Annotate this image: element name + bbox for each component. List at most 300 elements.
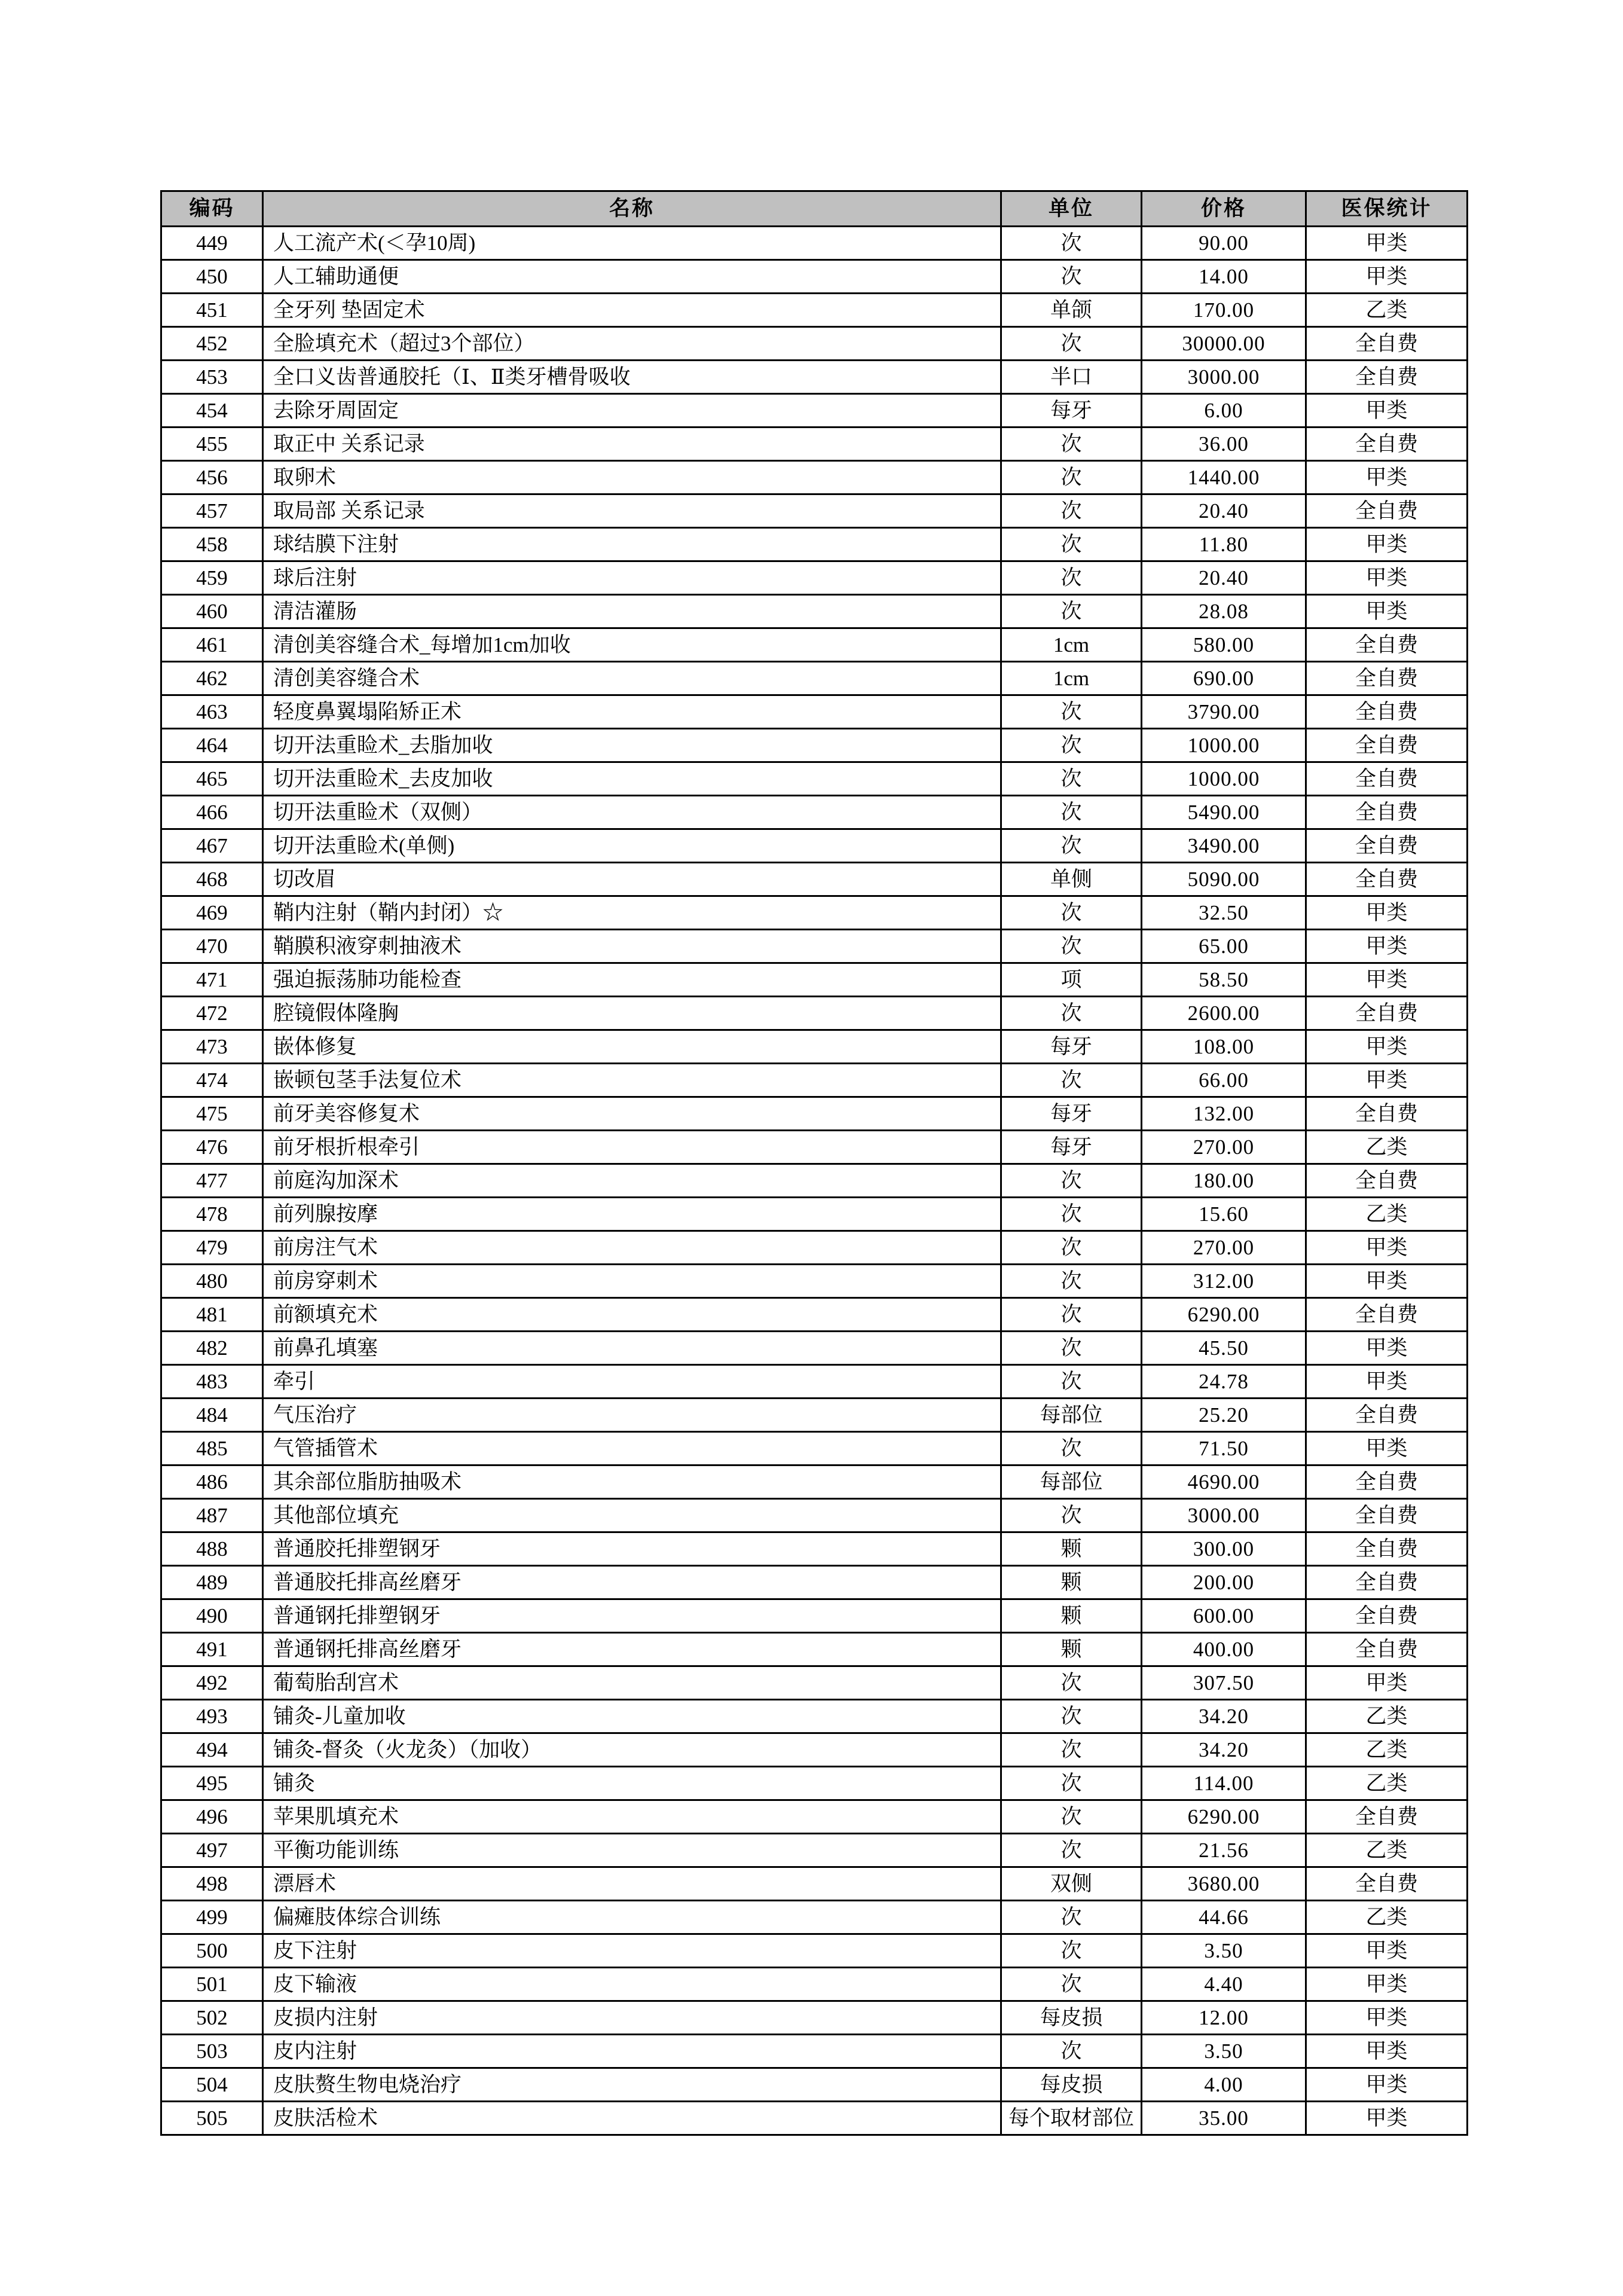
row-insurance: 全自费 — [1306, 695, 1468, 729]
row-unit: 次 — [1001, 695, 1142, 729]
row-insurance: 全自费 — [1306, 1097, 1468, 1131]
row-insurance: 全自费 — [1306, 1532, 1468, 1566]
table-row — [161, 1633, 1468, 1666]
row-code: 480 — [161, 1265, 263, 1298]
table-row — [161, 361, 1468, 394]
row-price: 20.40 — [1142, 561, 1306, 595]
row-insurance: 乙类 — [1306, 1834, 1468, 1867]
table-row — [161, 394, 1468, 428]
row-price: 66.00 — [1142, 1064, 1306, 1097]
table-row — [161, 896, 1468, 930]
row-name: 前牙根折根牵引 — [263, 1131, 1001, 1164]
row-code: 459 — [161, 561, 263, 595]
row-unit: 每皮损 — [1001, 2001, 1142, 2035]
row-name: 普通胶托排高丝磨牙 — [263, 1566, 1001, 1599]
row-code: 482 — [161, 1332, 263, 1365]
row-price: 5090.00 — [1142, 863, 1306, 896]
row-unit: 次 — [1001, 729, 1142, 762]
row-code: 465 — [161, 762, 263, 796]
row-price: 690.00 — [1142, 662, 1306, 695]
row-name: 全脸填充术（超过3个部位） — [263, 327, 1001, 361]
table-row — [161, 1198, 1468, 1231]
row-price: 30000.00 — [1142, 327, 1306, 361]
row-price: 580.00 — [1142, 628, 1306, 662]
table-row — [161, 1733, 1468, 1767]
row-price: 3490.00 — [1142, 829, 1306, 863]
table-row — [161, 1666, 1468, 1700]
row-unit: 次 — [1001, 762, 1142, 796]
row-unit: 项 — [1001, 963, 1142, 997]
row-unit: 次 — [1001, 227, 1142, 260]
row-unit: 颗 — [1001, 1532, 1142, 1566]
row-price: 12.00 — [1142, 2001, 1306, 2035]
row-insurance: 甲类 — [1306, 227, 1468, 260]
row-insurance: 甲类 — [1306, 896, 1468, 930]
table-row — [161, 528, 1468, 561]
row-unit: 次 — [1001, 896, 1142, 930]
row-price: 108.00 — [1142, 1030, 1306, 1064]
row-unit: 次 — [1001, 997, 1142, 1030]
table-row — [161, 2102, 1468, 2135]
row-code: 483 — [161, 1365, 263, 1399]
row-insurance: 甲类 — [1306, 595, 1468, 628]
row-unit: 次 — [1001, 1265, 1142, 1298]
row-name: 皮下注射 — [263, 1934, 1001, 1968]
row-name: 人工流产术(＜孕10周) — [263, 227, 1001, 260]
row-insurance: 甲类 — [1306, 963, 1468, 997]
row-unit: 每个取材部位 — [1001, 2102, 1142, 2135]
row-price: 3.50 — [1142, 2035, 1306, 2068]
row-insurance: 乙类 — [1306, 1767, 1468, 1800]
row-price: 1000.00 — [1142, 762, 1306, 796]
table-row — [161, 1867, 1468, 1901]
table-row — [161, 997, 1468, 1030]
row-price: 3000.00 — [1142, 361, 1306, 394]
row-name: 皮肤活检术 — [263, 2102, 1001, 2135]
row-unit: 次 — [1001, 1164, 1142, 1198]
row-code: 464 — [161, 729, 263, 762]
row-name: 人工辅助通便 — [263, 260, 1001, 294]
row-price: 3680.00 — [1142, 1867, 1306, 1901]
table-row — [161, 2035, 1468, 2068]
table-row — [161, 1298, 1468, 1332]
row-price: 21.56 — [1142, 1834, 1306, 1867]
row-unit: 次 — [1001, 1834, 1142, 1867]
row-unit: 次 — [1001, 2035, 1142, 2068]
row-code: 492 — [161, 1666, 263, 1700]
row-code: 462 — [161, 662, 263, 695]
row-insurance: 全自费 — [1306, 1800, 1468, 1834]
row-unit: 1cm — [1001, 662, 1142, 695]
row-price: 5490.00 — [1142, 796, 1306, 829]
row-name: 清创美容缝合术_每增加1cm加收 — [263, 628, 1001, 662]
row-price: 34.20 — [1142, 1700, 1306, 1733]
row-unit: 次 — [1001, 1198, 1142, 1231]
row-unit: 每牙 — [1001, 394, 1142, 428]
row-code: 504 — [161, 2068, 263, 2102]
row-insurance: 全自费 — [1306, 494, 1468, 528]
row-insurance: 甲类 — [1306, 1365, 1468, 1399]
row-name: 轻度鼻翼塌陷矫正术 — [263, 695, 1001, 729]
row-name: 气管插管术 — [263, 1432, 1001, 1465]
column-header-price: 价格 — [1142, 191, 1306, 227]
row-name: 铺灸-督灸（火龙灸）（加收） — [263, 1733, 1001, 1767]
row-code: 501 — [161, 1968, 263, 2001]
row-price: 132.00 — [1142, 1097, 1306, 1131]
row-name: 铺灸-儿童加收 — [263, 1700, 1001, 1733]
table-row — [161, 1499, 1468, 1532]
row-insurance: 全自费 — [1306, 327, 1468, 361]
row-name: 取卵术 — [263, 461, 1001, 494]
row-price: 1440.00 — [1142, 461, 1306, 494]
row-insurance: 乙类 — [1306, 1198, 1468, 1231]
row-price: 1000.00 — [1142, 729, 1306, 762]
table-row — [161, 1265, 1468, 1298]
row-code: 470 — [161, 930, 263, 963]
row-name: 前鼻孔填塞 — [263, 1332, 1001, 1365]
row-unit: 半口 — [1001, 361, 1142, 394]
row-unit: 次 — [1001, 260, 1142, 294]
column-header-unit: 单位 — [1001, 191, 1142, 227]
row-code: 502 — [161, 2001, 263, 2035]
row-code: 494 — [161, 1733, 263, 1767]
row-code: 461 — [161, 628, 263, 662]
table-row — [161, 662, 1468, 695]
row-code: 496 — [161, 1800, 263, 1834]
row-name: 前房注气术 — [263, 1231, 1001, 1265]
row-price: 14.00 — [1142, 260, 1306, 294]
column-header-code: 编码 — [161, 191, 263, 227]
row-unit: 单颌 — [1001, 294, 1142, 327]
row-unit: 次 — [1001, 1064, 1142, 1097]
row-name: 平衡功能训练 — [263, 1834, 1001, 1867]
table-row — [161, 1599, 1468, 1633]
row-code: 495 — [161, 1767, 263, 1800]
row-price: 3000.00 — [1142, 1499, 1306, 1532]
row-name: 皮肤赘生物电烧治疗 — [263, 2068, 1001, 2102]
row-code: 505 — [161, 2102, 263, 2135]
table-row — [161, 1231, 1468, 1265]
row-unit: 每部位 — [1001, 1465, 1142, 1499]
row-insurance: 甲类 — [1306, 1332, 1468, 1365]
row-name: 普通钢托排高丝磨牙 — [263, 1633, 1001, 1666]
row-code: 491 — [161, 1633, 263, 1666]
row-insurance: 甲类 — [1306, 561, 1468, 595]
row-price: 300.00 — [1142, 1532, 1306, 1566]
row-name: 普通胶托排塑钢牙 — [263, 1532, 1001, 1566]
row-price: 270.00 — [1142, 1131, 1306, 1164]
row-name: 嵌体修复 — [263, 1030, 1001, 1064]
row-unit: 次 — [1001, 1499, 1142, 1532]
row-unit: 次 — [1001, 1432, 1142, 1465]
row-code: 455 — [161, 428, 263, 461]
row-unit: 双侧 — [1001, 1867, 1142, 1901]
table-row — [161, 1934, 1468, 1968]
row-unit: 次 — [1001, 1901, 1142, 1934]
row-price: 3.50 — [1142, 1934, 1306, 1968]
row-insurance: 甲类 — [1306, 2001, 1468, 2035]
row-insurance: 全自费 — [1306, 729, 1468, 762]
table-row — [161, 327, 1468, 361]
row-name: 葡萄胎刮宫术 — [263, 1666, 1001, 1700]
row-price: 270.00 — [1142, 1231, 1306, 1265]
row-code: 490 — [161, 1599, 263, 1633]
row-price: 58.50 — [1142, 963, 1306, 997]
row-unit: 次 — [1001, 327, 1142, 361]
row-unit: 次 — [1001, 1332, 1142, 1365]
row-insurance: 甲类 — [1306, 1666, 1468, 1700]
row-insurance: 全自费 — [1306, 1633, 1468, 1666]
table-row — [161, 2001, 1468, 2035]
row-price: 20.40 — [1142, 494, 1306, 528]
row-unit: 次 — [1001, 930, 1142, 963]
row-code: 450 — [161, 260, 263, 294]
row-code: 487 — [161, 1499, 263, 1532]
row-unit: 颗 — [1001, 1633, 1142, 1666]
row-insurance: 全自费 — [1306, 1499, 1468, 1532]
row-price: 90.00 — [1142, 227, 1306, 260]
column-header-name: 名称 — [263, 191, 1001, 227]
row-name: 偏瘫肢体综合训练 — [263, 1901, 1001, 1934]
row-name: 牵引 — [263, 1365, 1001, 1399]
table-row — [161, 963, 1468, 997]
row-unit: 次 — [1001, 796, 1142, 829]
row-price: 2600.00 — [1142, 997, 1306, 1030]
row-code: 477 — [161, 1164, 263, 1198]
row-name: 切开法重睑术（双侧） — [263, 796, 1001, 829]
row-price: 6.00 — [1142, 394, 1306, 428]
row-price: 200.00 — [1142, 1566, 1306, 1599]
row-insurance: 甲类 — [1306, 1934, 1468, 1968]
row-insurance: 全自费 — [1306, 796, 1468, 829]
row-name: 清创美容缝合术 — [263, 662, 1001, 695]
row-price: 65.00 — [1142, 930, 1306, 963]
row-unit: 次 — [1001, 428, 1142, 461]
row-code: 457 — [161, 494, 263, 528]
table-row — [161, 1365, 1468, 1399]
row-insurance: 全自费 — [1306, 1566, 1468, 1599]
row-name: 前额填充术 — [263, 1298, 1001, 1332]
row-code: 451 — [161, 294, 263, 327]
row-unit: 次 — [1001, 1365, 1142, 1399]
row-name: 球后注射 — [263, 561, 1001, 595]
row-code: 452 — [161, 327, 263, 361]
column-header-insurance: 医保统计 — [1306, 191, 1468, 227]
row-name: 气压治疗 — [263, 1399, 1001, 1432]
row-name: 普通钢托排塑钢牙 — [263, 1599, 1001, 1633]
row-insurance: 甲类 — [1306, 260, 1468, 294]
row-code: 458 — [161, 528, 263, 561]
row-unit: 次 — [1001, 1968, 1142, 2001]
row-unit: 每皮损 — [1001, 2068, 1142, 2102]
row-insurance: 甲类 — [1306, 1265, 1468, 1298]
row-name: 皮下输液 — [263, 1968, 1001, 2001]
row-price: 35.00 — [1142, 2102, 1306, 2135]
row-price: 34.20 — [1142, 1733, 1306, 1767]
table-row — [161, 461, 1468, 494]
table-row — [161, 695, 1468, 729]
row-unit: 次 — [1001, 1666, 1142, 1700]
table-row — [161, 428, 1468, 461]
row-insurance: 甲类 — [1306, 1231, 1468, 1265]
table-header-row — [161, 191, 1468, 227]
table-header — [161, 191, 1468, 227]
table-row — [161, 1767, 1468, 1800]
row-insurance: 甲类 — [1306, 394, 1468, 428]
row-unit: 每牙 — [1001, 1030, 1142, 1064]
row-unit: 次 — [1001, 561, 1142, 595]
row-insurance: 乙类 — [1306, 1733, 1468, 1767]
row-name: 清洁灌肠 — [263, 595, 1001, 628]
row-name: 前庭沟加深术 — [263, 1164, 1001, 1198]
table-row — [161, 260, 1468, 294]
row-price: 45.50 — [1142, 1332, 1306, 1365]
row-insurance: 全自费 — [1306, 361, 1468, 394]
row-code: 469 — [161, 896, 263, 930]
row-insurance: 全自费 — [1306, 1465, 1468, 1499]
table-row — [161, 1700, 1468, 1733]
row-code: 460 — [161, 595, 263, 628]
row-name: 铺灸 — [263, 1767, 1001, 1800]
row-insurance: 全自费 — [1306, 863, 1468, 896]
row-unit: 次 — [1001, 1767, 1142, 1800]
row-code: 478 — [161, 1198, 263, 1231]
row-code: 453 — [161, 361, 263, 394]
table-row — [161, 863, 1468, 896]
row-unit: 次 — [1001, 1934, 1142, 1968]
row-insurance: 全自费 — [1306, 1164, 1468, 1198]
row-price: 15.60 — [1142, 1198, 1306, 1231]
row-name: 切开法重睑术_去脂加收 — [263, 729, 1001, 762]
row-unit: 1cm — [1001, 628, 1142, 662]
row-price: 11.80 — [1142, 528, 1306, 561]
row-code: 449 — [161, 227, 263, 260]
row-code: 497 — [161, 1834, 263, 1867]
row-code: 498 — [161, 1867, 263, 1901]
row-price: 170.00 — [1142, 294, 1306, 327]
table-row — [161, 729, 1468, 762]
table-row — [161, 1131, 1468, 1164]
row-name: 皮内注射 — [263, 2035, 1001, 2068]
row-name: 苹果肌填充术 — [263, 1800, 1001, 1834]
row-insurance: 乙类 — [1306, 294, 1468, 327]
row-insurance: 全自费 — [1306, 662, 1468, 695]
row-price: 44.66 — [1142, 1901, 1306, 1934]
table-row — [161, 1566, 1468, 1599]
row-code: 499 — [161, 1901, 263, 1934]
row-price: 114.00 — [1142, 1767, 1306, 1800]
row-insurance: 乙类 — [1306, 1901, 1468, 1934]
table-row — [161, 561, 1468, 595]
row-unit: 次 — [1001, 1800, 1142, 1834]
row-insurance: 甲类 — [1306, 1432, 1468, 1465]
row-unit: 次 — [1001, 1298, 1142, 1332]
row-price: 3790.00 — [1142, 695, 1306, 729]
row-code: 471 — [161, 963, 263, 997]
row-name: 全牙列 垫固定术 — [263, 294, 1001, 327]
row-price: 312.00 — [1142, 1265, 1306, 1298]
row-code: 500 — [161, 1934, 263, 1968]
row-insurance: 全自费 — [1306, 428, 1468, 461]
table-row — [161, 1030, 1468, 1064]
row-code: 489 — [161, 1566, 263, 1599]
row-name: 前房穿刺术 — [263, 1265, 1001, 1298]
row-price: 32.50 — [1142, 896, 1306, 930]
row-code: 479 — [161, 1231, 263, 1265]
row-name: 前牙美容修复术 — [263, 1097, 1001, 1131]
row-unit: 次 — [1001, 494, 1142, 528]
table-row — [161, 227, 1468, 260]
row-code: 475 — [161, 1097, 263, 1131]
row-name: 前列腺按摩 — [263, 1198, 1001, 1231]
row-code: 454 — [161, 394, 263, 428]
row-name: 其他部位填充 — [263, 1499, 1001, 1532]
row-name: 腔镜假体隆胸 — [263, 997, 1001, 1030]
row-code: 467 — [161, 829, 263, 863]
row-code: 472 — [161, 997, 263, 1030]
row-insurance: 乙类 — [1306, 1131, 1468, 1164]
table-row — [161, 1399, 1468, 1432]
row-price: 4.00 — [1142, 2068, 1306, 2102]
row-code: 481 — [161, 1298, 263, 1332]
row-name: 鞘膜积液穿刺抽液术 — [263, 930, 1001, 963]
table-row — [161, 1164, 1468, 1198]
row-code: 476 — [161, 1131, 263, 1164]
row-insurance: 甲类 — [1306, 461, 1468, 494]
row-price: 4690.00 — [1142, 1465, 1306, 1499]
row-unit: 次 — [1001, 595, 1142, 628]
row-name: 去除牙周固定 — [263, 394, 1001, 428]
table-row — [161, 1834, 1468, 1867]
row-insurance: 甲类 — [1306, 528, 1468, 561]
row-name: 皮损内注射 — [263, 2001, 1001, 2035]
row-code: 503 — [161, 2035, 263, 2068]
row-name: 取局部 关系记录 — [263, 494, 1001, 528]
row-price: 25.20 — [1142, 1399, 1306, 1432]
row-insurance: 甲类 — [1306, 1064, 1468, 1097]
row-code: 473 — [161, 1030, 263, 1064]
row-price: 24.78 — [1142, 1365, 1306, 1399]
row-insurance: 甲类 — [1306, 1030, 1468, 1064]
row-price: 400.00 — [1142, 1633, 1306, 1666]
table-row — [161, 1901, 1468, 1934]
row-insurance: 甲类 — [1306, 930, 1468, 963]
row-name: 其余部位脂肪抽吸术 — [263, 1465, 1001, 1499]
row-code: 484 — [161, 1399, 263, 1432]
row-unit: 次 — [1001, 1700, 1142, 1733]
row-insurance: 乙类 — [1306, 1700, 1468, 1733]
row-price: 180.00 — [1142, 1164, 1306, 1198]
table-body — [161, 227, 1468, 2135]
row-price: 6290.00 — [1142, 1800, 1306, 1834]
price-table-container — [160, 190, 1466, 2136]
row-name: 球结膜下注射 — [263, 528, 1001, 561]
table-row — [161, 762, 1468, 796]
row-price: 4.40 — [1142, 1968, 1306, 2001]
row-insurance: 甲类 — [1306, 2068, 1468, 2102]
row-code: 468 — [161, 863, 263, 896]
row-unit: 次 — [1001, 829, 1142, 863]
row-price: 28.08 — [1142, 595, 1306, 628]
row-insurance: 全自费 — [1306, 1867, 1468, 1901]
row-unit: 次 — [1001, 1231, 1142, 1265]
row-name: 鞘内注射（鞘内封闭）☆ — [263, 896, 1001, 930]
row-unit: 次 — [1001, 528, 1142, 561]
row-name: 漂唇术 — [263, 1867, 1001, 1901]
row-unit: 单侧 — [1001, 863, 1142, 896]
row-insurance: 全自费 — [1306, 1599, 1468, 1633]
row-name: 切改眉 — [263, 863, 1001, 896]
